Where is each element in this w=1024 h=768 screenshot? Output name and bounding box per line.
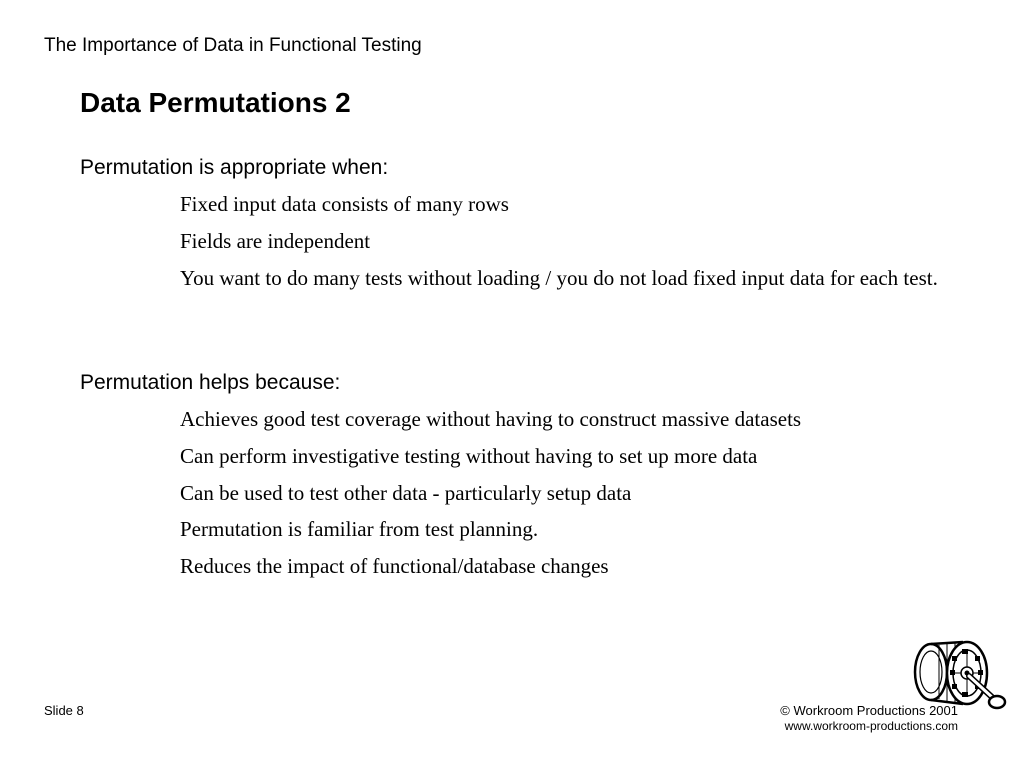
- presentation-title: The Importance of Data in Functional Testing: [44, 35, 422, 56]
- copyright-notice: © Workroom Productions 2001: [780, 703, 958, 718]
- list-item: Fixed input data consists of many rows: [180, 192, 509, 216]
- list-item: Can perform investigative testing without having to set up more data: [180, 444, 758, 468]
- slide-title: Data Permutations 2: [80, 87, 351, 118]
- list-item: Achieves good test coverage without having to construct massive datasets: [180, 407, 802, 431]
- film-reel-icon: [905, 632, 1010, 712]
- website-url: www.workroom-productions.com: [784, 719, 958, 733]
- slide-number: Slide 8: [44, 703, 84, 718]
- list-item: Fields are independent: [180, 229, 371, 253]
- list-item: Can be used to test other data - particularly setup data: [180, 481, 632, 505]
- section-heading-helps: Permutation helps because:: [80, 371, 341, 394]
- list-item: Permutation is familiar from test planning.: [180, 517, 539, 541]
- list-item: Reduces the impact of functional/database changes: [180, 554, 609, 578]
- list-item: You want to do many tests without loading / you do not load fixed input data for each test.: [180, 266, 938, 290]
- section-heading-appropriate: Permutation is appropriate when:: [80, 156, 389, 179]
